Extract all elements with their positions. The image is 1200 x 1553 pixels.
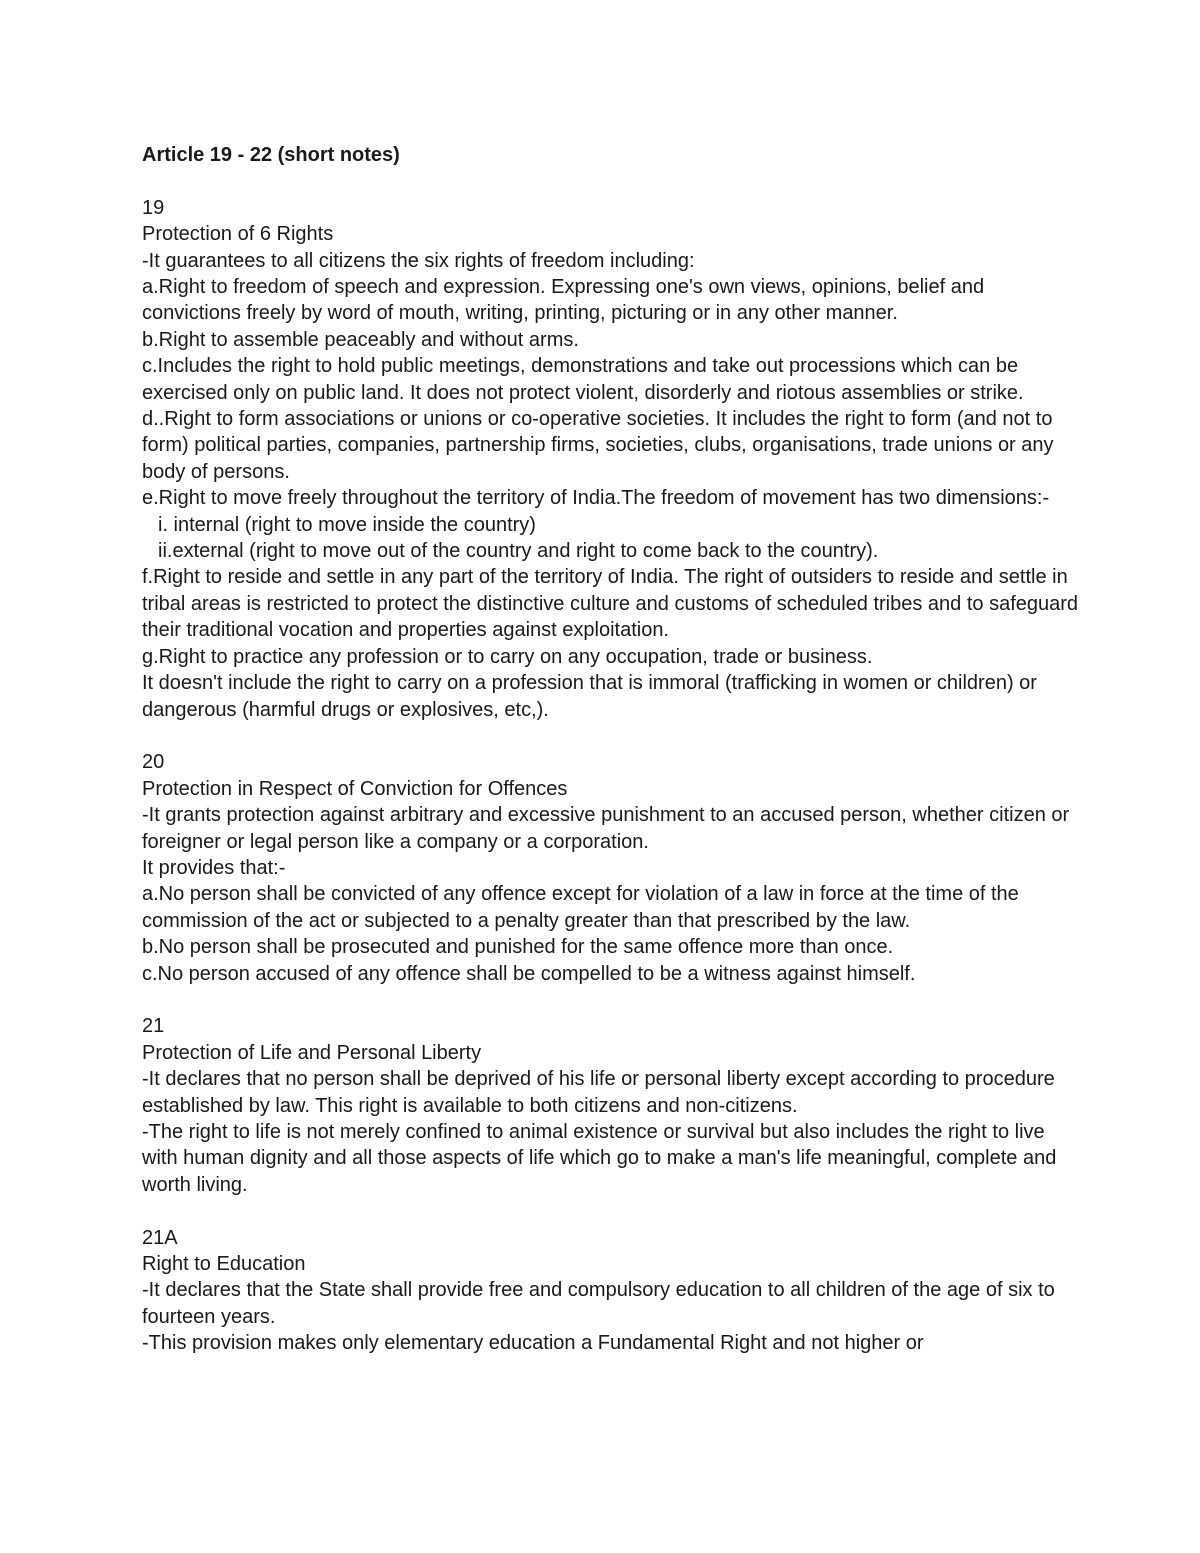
article-text-line: -It guarantees to all citizens the six rights of freedom including: (142, 249, 695, 272)
article-sub-item: ii.external (right to move out of the country and right to come back to the country). (158, 540, 879, 563)
article-text-line: It provides that:- (142, 856, 286, 879)
article-text-line: g.Right to practice any profession or to carry on any occupation, trade or business. (142, 645, 873, 668)
article-heading: Protection of Life and Personal Liberty (142, 1041, 482, 1064)
article-text-line: -The right to life is not merely confined to animal existence or survival but also includes the right to live with human dignity and all those aspects of life which go to make a man's life meaningful, complete and worth living. (142, 1120, 1062, 1196)
article-heading: Right to Education (142, 1253, 306, 1275)
article-text-line: c.Includes the right to hold public meetings, demonstrations and take out processions which can be exercised only on public land. It does not protect violent, disorderly and riotous assemblies or strike. (142, 355, 1024, 404)
article-text-line: b.Right to assemble peaceably and without arms. (142, 328, 579, 351)
article-21a-section (142, 1225, 1082, 1357)
article-text-line: a.Right to freedom of speech and expression. Expressing one's own views, opinions, belief and convictions freely by word of mouth, writing, printing, picturing or in any other manner. (142, 276, 990, 325)
article-text-line: c.No person accused of any offence shall be compelled to be a witness against himself. (142, 962, 916, 985)
document-title: Article 19 - 22 (short notes) (142, 144, 400, 166)
article-text-line: -This provision makes only elementary education a Fundamental Right and not higher or (142, 1332, 924, 1355)
article-number: 19 (142, 196, 165, 219)
article-number: 20 (142, 751, 165, 774)
article-20-section (142, 749, 1082, 987)
article-number: 21A (142, 1226, 178, 1249)
article-text-line: f.Right to reside and settle in any part of the territory of India. The right of outsiders to reside and settle in tribal areas is restricted to protect the distinctive culture and customs of scheduled tribes and to safeguard their traditional vocation and properties against exploitation. (142, 566, 1084, 642)
article-text-line: -It declares that the State shall provide free and compulsory education to all children of the age of six to fourteen years. (142, 1279, 1061, 1328)
article-sub-item: i. internal (right to move inside the country) (158, 513, 536, 536)
article-text-line: It doesn't include the right to carry on a profession that is immoral (trafficking in women or children) or dangerous (harmful drugs or explosives, etc,). (142, 672, 1043, 721)
article-21-section (142, 1013, 1082, 1198)
article-text-line: -It grants protection against arbitrary and excessive punishment to an accused person, whether citizen or foreigner or legal person like a company or a corporation. (142, 804, 1075, 853)
article-text-line: -It declares that no person shall be deprived of his life or personal liberty except according to procedure established by law. This right is available to both citizens and non-citizens. (142, 1068, 1061, 1117)
article-text-line: e.Right to move freely throughout the territory of India.The freedom of movement has two dimensions:- (142, 487, 1050, 510)
article-heading: Protection in Respect of Conviction for Offences (142, 777, 568, 800)
article-text-line: d..Right to form associations or unions or co-operative societies. It includes the right to form (and not to form) political parties, companies, partnership firms, societies, clubs, organisations, trade unions or any body of persons. (142, 408, 1060, 483)
article-text-line: a.No person shall be convicted of any offence except for violation of a law in force at the time of the commission of the act or subjected to a penalty greater than that prescribed by the law. (142, 883, 1025, 932)
article-text-line: b.No person shall be prosecuted and punished for the same offence more than once. (142, 936, 894, 959)
article-number: 21 (142, 1015, 165, 1038)
article-19-section (142, 195, 1082, 723)
article-heading: Protection of 6 Rights (142, 223, 334, 246)
document-page (142, 142, 1082, 1357)
